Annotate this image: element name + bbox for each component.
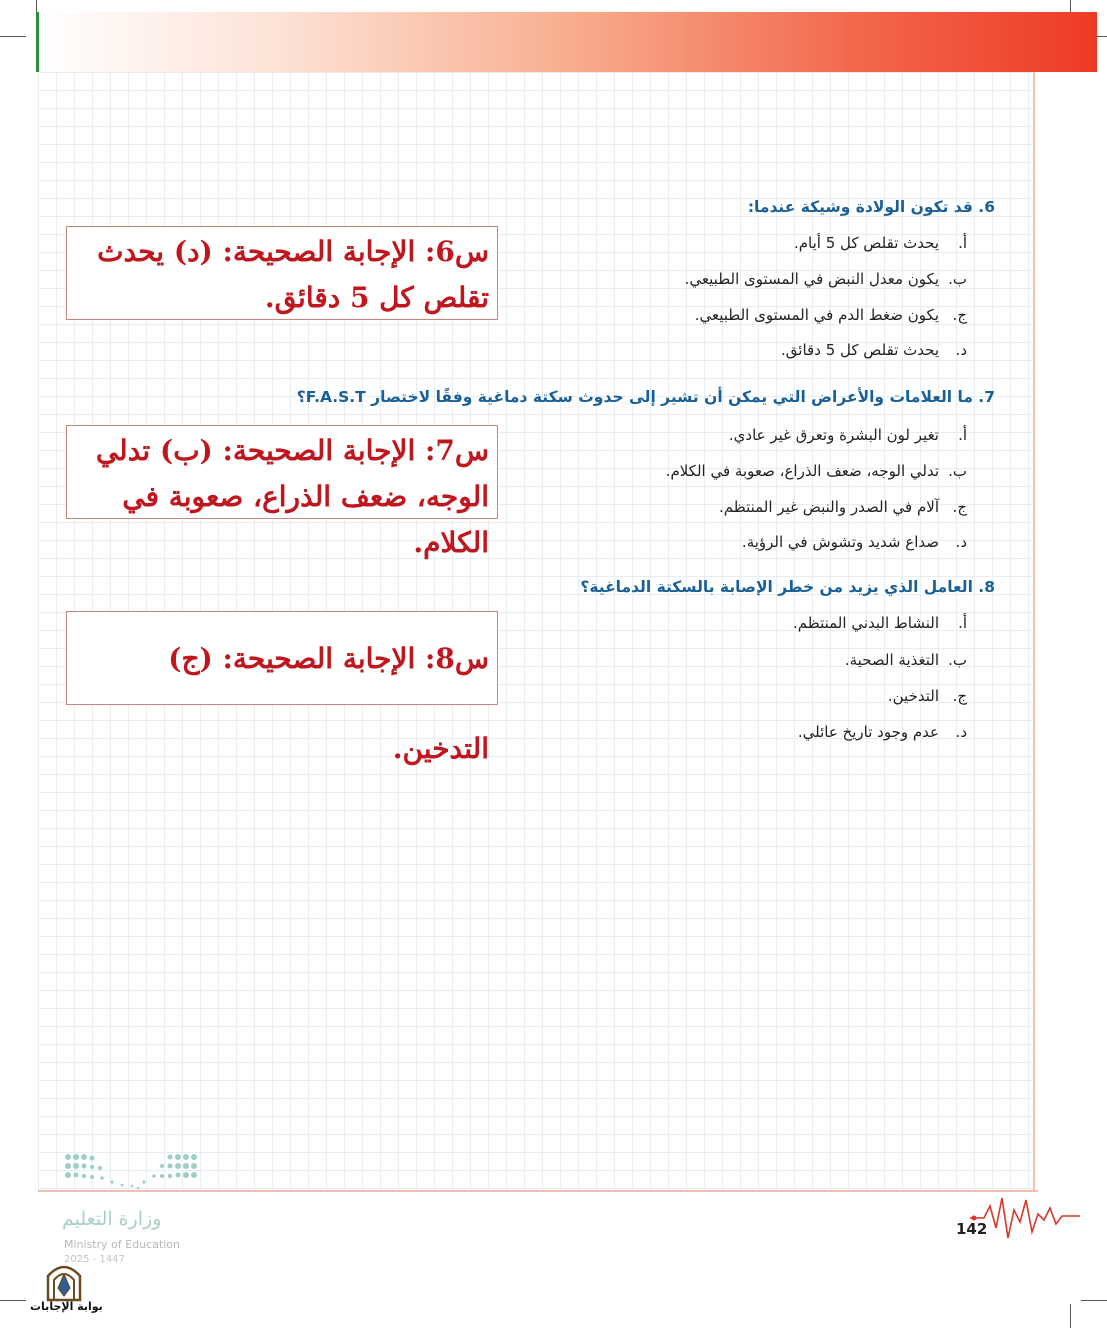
question-6-option-c xyxy=(695,306,967,324)
question-7-option-a xyxy=(729,426,967,444)
question-7-option-c xyxy=(719,498,967,516)
option-letter: أ. xyxy=(958,614,967,632)
question-8-title: 8. العامل الذي يزيد من خطر الإصابة بالسكتة الدماغية؟ xyxy=(580,578,995,596)
portal-logo-icon xyxy=(44,1258,84,1302)
option-text: يكون معدل النبض في المستوى الطبيعي. xyxy=(684,270,939,288)
option-letter: أ. xyxy=(958,426,967,444)
option-letter: ج. xyxy=(952,498,967,516)
heartbeat-icon xyxy=(970,1188,1080,1248)
option-text: تدلي الوجه، ضعف الذراع، صعوبة في الكلام. xyxy=(665,462,939,480)
ministry-logo-icon xyxy=(62,1152,202,1198)
answer-box-7: س7: الإجابة الصحيحة: (ب) تدلي الوجه، ضعف الذراع، صعوبة في الكلام. xyxy=(66,425,498,519)
option-letter: أ. xyxy=(958,234,967,252)
page-number: 142 xyxy=(956,1220,988,1238)
option-text: يحدث تقلص كل 5 أيام. xyxy=(793,234,939,252)
option-text: تغير لون البشرة وتعرق غير عادي. xyxy=(728,426,939,444)
option-letter: د. xyxy=(955,723,967,741)
answer-box-6: س6: الإجابة الصحيحة: (د) يحدث تقلص كل 5 دقائق. xyxy=(66,226,498,320)
crop-mark xyxy=(1081,1300,1107,1301)
option-letter: ج. xyxy=(952,687,967,705)
question-8-option-d xyxy=(798,723,967,741)
question-8-option-b xyxy=(845,651,967,669)
option-text: يكون ضغط الدم في المستوى الطبيعي. xyxy=(694,306,939,324)
ministry-year: 2025 - 1447 xyxy=(64,1254,125,1265)
option-text: النشاط البدني المنتظم. xyxy=(793,614,939,632)
question-7-option-b xyxy=(666,462,967,480)
question-6-title: 6. قد تكون الولادة وشيكة عندما: xyxy=(747,198,995,216)
option-letter: د. xyxy=(955,341,967,359)
portal-name: بوابة الإجابات xyxy=(30,1300,103,1313)
option-letter: د. xyxy=(955,533,967,551)
ministry-name-english: Ministry of Education xyxy=(64,1238,181,1251)
option-text: يحدث تقلص كل 5 دقائق. xyxy=(781,341,939,359)
option-text: آلام في الصدر والنبض غير المنتظم. xyxy=(719,498,939,516)
option-text: صداع شديد وتشوش في الرؤية. xyxy=(741,533,939,551)
question-7-option-d xyxy=(742,533,967,551)
option-text: عدم وجود تاريخ عائلي. xyxy=(797,723,939,741)
crop-mark xyxy=(0,36,26,37)
option-text: التغذية الصحية. xyxy=(844,651,939,669)
question-6-option-b xyxy=(685,270,967,288)
option-letter: ب. xyxy=(948,270,967,288)
option-letter: ب. xyxy=(948,462,967,480)
question-8-option-c xyxy=(888,687,967,705)
option-letter: ج. xyxy=(952,306,967,324)
option-letter: ب. xyxy=(948,651,967,669)
header-banner xyxy=(38,12,1097,72)
option-text: التدخين. xyxy=(887,687,939,705)
question-6-option-a xyxy=(794,234,967,252)
answer-box-8: س8: الإجابة الصحيحة: (ج) التدخين. xyxy=(66,611,498,705)
ministry-name-arabic: وزارة التعليم xyxy=(62,1208,162,1230)
question-6-option-d xyxy=(781,341,967,359)
question-7-title: 7. ما العلامات والأعراض التي يمكن أن تشير إلى حدوث سكتة دماغية وفقًا لاختصار F.A.S.T؟ xyxy=(296,388,995,406)
question-8-option-a xyxy=(793,614,967,632)
crop-mark xyxy=(1070,1304,1071,1328)
crop-mark xyxy=(0,1300,26,1301)
banner-edge xyxy=(36,12,39,72)
